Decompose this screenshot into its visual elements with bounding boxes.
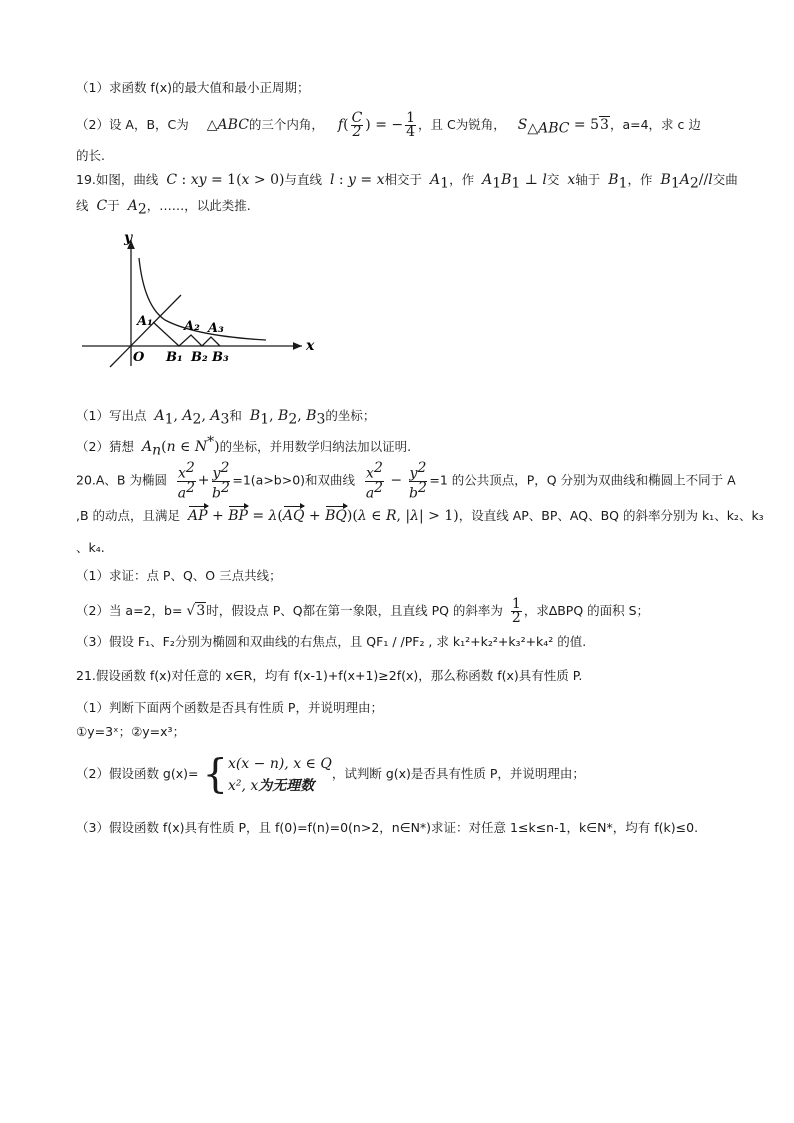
q19-part1-text-a: （1）写出点 bbox=[76, 408, 147, 423]
q20-part2: （2）当 a=2，b= √3时，假设点 P、Q都在第一象限，且直线 PQ 的斜率为 $\frac{1}{2}$ ，求∆BPQ 的面积 S； bbox=[76, 596, 650, 626]
q20-part2-text-a: （2）当 a=2，b= bbox=[76, 603, 183, 618]
q20-text-a: 20.A、B 为椭圆 bbox=[76, 472, 167, 488]
q18-part2-text-d: ，a=4，求 c 边 bbox=[609, 117, 701, 132]
label-x: x bbox=[306, 338, 315, 354]
label-O: O bbox=[133, 350, 145, 365]
q21-part2-text-b: ，试判断 g(x)是否具有性质 P，并说明理由； bbox=[331, 766, 585, 781]
label-y: y bbox=[124, 230, 133, 246]
q19-part1: （1）写出点 $A_1$, $A_2$, $A_3$和 $B_1$, $B_2$, $B_3$的坐标； bbox=[76, 408, 376, 428]
q19-text-j: 于 bbox=[107, 198, 120, 213]
q19-text-h: 交曲 bbox=[712, 172, 738, 187]
q19-text-g: ，作 bbox=[627, 172, 653, 187]
q21-funcs: ①y=3ˣ；②y=x³； bbox=[76, 724, 186, 739]
q21-part1: （1）判断下面两个函数是否具有性质 P，并说明理由； bbox=[76, 700, 383, 715]
q18-part1: （1）求函数 f(x)的最大值和最小正周期； bbox=[76, 80, 310, 95]
q19-part2-text-a: （2）猜想 bbox=[76, 439, 134, 455]
q20-line2-text-a: ,B 的动点，且满足 bbox=[76, 508, 181, 523]
q20-intro-line3: 、k₄. bbox=[76, 540, 105, 555]
q21-part2-text-a: （2）假设函数 g(x)= bbox=[76, 766, 199, 781]
q19-text-f: 轴于 bbox=[575, 172, 601, 187]
q18-part2-end: 的长. bbox=[76, 148, 105, 163]
q21-case2-b: 为无理数 bbox=[258, 777, 315, 794]
q19-text-b: 与直线 bbox=[284, 172, 322, 187]
q20-intro-line2: ,B 的动点，且满足 AP + BP = λ(AQ + BQ)(λ ∈ R, |λ| > 1)，设直线 AP、BP、AQ、BQ 的斜率分别为 k₁、k₂、k₃ bbox=[76, 508, 764, 524]
q20-part3: （3）假设 F₁、F₂分别为椭圆和双曲线的右焦点，且 QF₁ / /PF₂ , 求 k₁²+k₂²+k₃²+k₄² 的值. bbox=[76, 634, 587, 649]
q20-part1: （1）求证：点 P、Q、O 三点共线； bbox=[76, 568, 282, 583]
q20-line2-text-b: ，设直线 AP、BP、AQ、BQ 的斜率分别为 k₁、k₂、k₃ bbox=[458, 508, 764, 523]
q19-intro-line1: 19.如图，曲线 C : xy = 1(x > 0)与直线 l : y = x相交于 $A_1$，作 $A_1B_1$ ⊥ l交 x轴于 $B_1$，作 $B_1A_2//l$交曲 bbox=[76, 172, 738, 192]
q21-case2-a: x², x bbox=[227, 777, 259, 794]
q19-part2: （2）猜想 $A_n(n$ ∈ N*)的坐标，并用数学归纳法加以证明. bbox=[76, 434, 412, 459]
q20-text-b: =1(a>b>0)和双曲线 bbox=[232, 472, 356, 488]
q19-text-i: 线 bbox=[76, 198, 89, 213]
label-B2: B₂ bbox=[191, 350, 208, 365]
label-A3: A₃ bbox=[208, 321, 224, 336]
hyperbola-figure bbox=[80, 228, 330, 373]
q19-part1-text-b: 和 bbox=[229, 408, 242, 423]
q20-part2-text-c: ，求∆BPQ 的面积 S； bbox=[523, 603, 650, 618]
q19-intro-line2: 线 C于 $A_2$，……，以此类推. bbox=[76, 198, 251, 218]
q19-text-c: 相交于 bbox=[384, 172, 423, 187]
q20-part2-text-b: 时，假设点 P、Q都在第一象限，且直线 PQ 的斜率为 bbox=[206, 603, 503, 618]
label-B1: B₁ bbox=[166, 350, 183, 365]
q21-intro: 21.假设函数 f(x)对任意的 x∈R，均有 f(x-1)+f(x+1)≥2f(x)，那么称函数 f(x)具有性质 P. bbox=[76, 668, 583, 683]
label-A2: A₂ bbox=[184, 319, 200, 334]
label-B3: B₃ bbox=[212, 350, 229, 365]
q20-text-c: =1 的公共顶点，P，Q 分别为双曲线和椭圆上不同于 A bbox=[429, 472, 736, 488]
q21-part3: （3）假设函数 f(x)具有性质 P，且 f(0)=f(n)=0(n>2，n∈N*)求证：对任意 1≤k≤n-1，k∈N*，均有 f(k)≤0. bbox=[76, 820, 699, 835]
label-A1: A₁ bbox=[137, 314, 153, 329]
q18-part2-text-b: 的三个内角， bbox=[248, 117, 324, 132]
q18-part2: （2）设 A，B，C为 △ABC的三个内角， f( $\frac{C}{2}$ ) = − $\frac{1}{4}$ ，且 C为锐角， $S_{\triangle ABC} = 53$，a=4，求 c 边 bbox=[76, 110, 701, 140]
q19-part2-text-b: 的坐标，并用数学归纳法加以证明. bbox=[219, 439, 412, 455]
q21-part2: （2）假设函数 g(x)= { x(x − n), x ∈ Q x², x为无理数 ，试判断 g(x)是否具有性质 P，并说明理由； bbox=[76, 751, 585, 798]
q19-text-e: 交 bbox=[546, 172, 560, 187]
q19-text-a: 19.如图，曲线 bbox=[76, 172, 159, 187]
q21-case1: x(x − n), x ∈ Q bbox=[227, 755, 332, 772]
q19-text-d: ，作 bbox=[449, 172, 475, 187]
hyperbola-curve bbox=[139, 258, 266, 340]
q20-intro-line1: 20.A、B 为椭圆 $\frac{x^2}{a^2}$ + $\frac{y^2}{b^2}$ =1(a>b>0)和双曲线 $\frac{x^2}{a^2}$ − $\frac{y^2}{b^2}$ =1 的公共顶点，P，Q 分别为双曲线和椭圆上不同于 A bbox=[76, 460, 736, 502]
q19-part1-text-c: 的坐标； bbox=[325, 408, 376, 423]
q18-part2-text-a: （2）设 A，B，C为 bbox=[76, 117, 189, 132]
q19-text-k: ，……，以此类推. bbox=[146, 198, 251, 213]
q18-part2-text-c: ，且 C为锐角， bbox=[418, 117, 506, 132]
